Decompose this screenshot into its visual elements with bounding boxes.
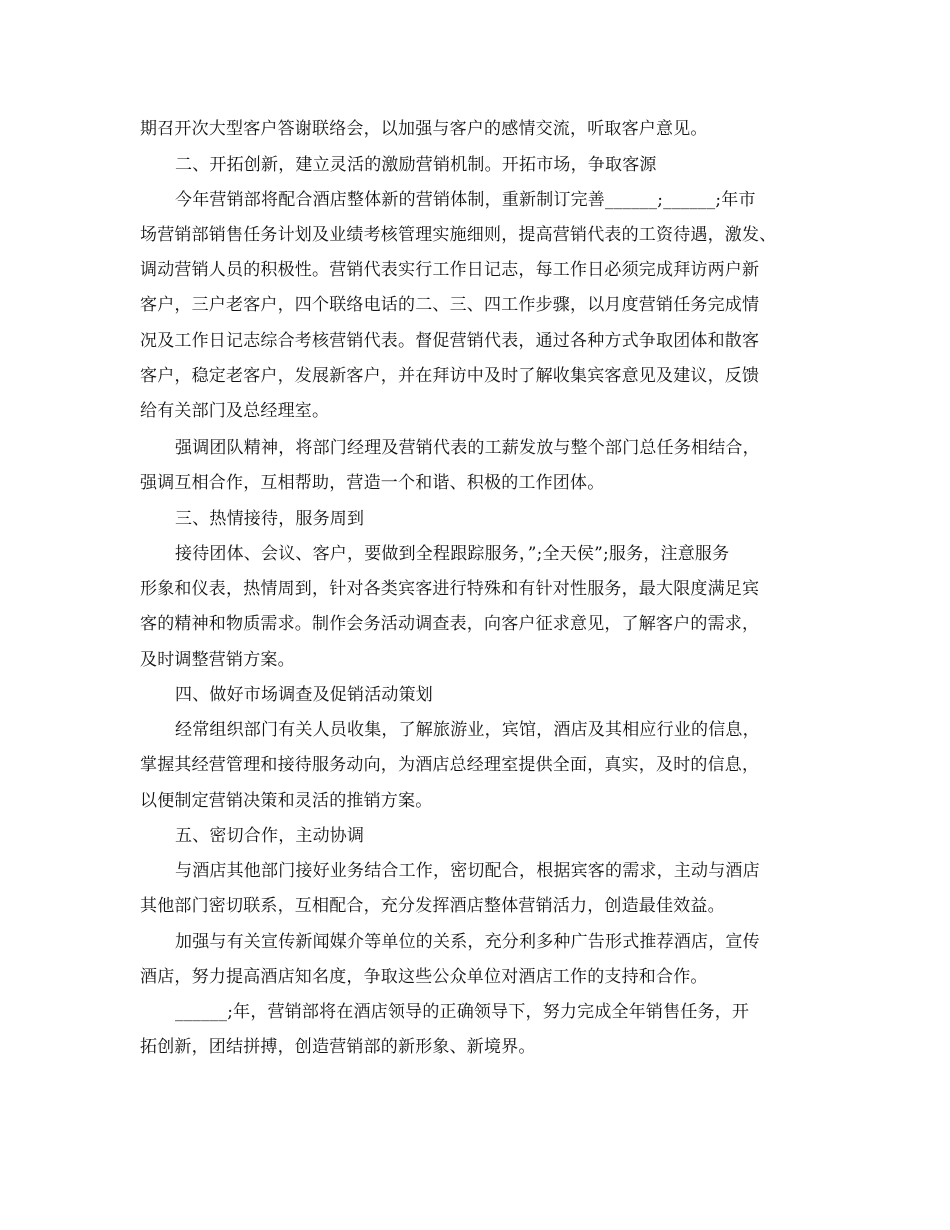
- text-line: 客的精神和物质需求。制作会务活动调查表，向客户征求意见，了解客户的需求，: [140, 614, 760, 634]
- text-line: 强调互相合作，互相帮助，营造一个和谐、积极的工作团体。: [140, 473, 605, 493]
- text-line: 拓创新，团结拼搏，创造营销部的新形象、新境界。: [140, 1037, 536, 1057]
- text-line: 其他部门密切联系，互相配合，充分发挥酒店整体营销活力，创造最佳效益。: [140, 896, 725, 916]
- section-heading: 四、做好市场调查及促销活动策划: [175, 685, 433, 705]
- text-line: 调动营销人员的积极性。营销代表实行工作日记志，每工作日必须完成拜访两户新: [140, 260, 760, 280]
- section-heading: 二、开拓创新，建立灵活的激励营销机制。开拓市场，争取客源: [175, 155, 657, 175]
- section-heading: 三、热情接待，服务周到: [175, 509, 365, 529]
- text-line: 以便制定营销决策和灵活的推销方案。: [140, 791, 433, 811]
- text-line: 给有关部门及总经理室。: [140, 401, 330, 421]
- section-heading: 五、密切合作，主动协调: [175, 826, 365, 846]
- text-line: 客户，稳定老客户，发展新客户，并在拜访中及时了解收集宾客意见及建议，反馈: [140, 366, 760, 386]
- text-line: 及时调整营销方案。: [140, 650, 295, 670]
- text-line: 经常组织部门有关人员收集，了解旅游业，宾馆，酒店及其相应行业的信息，: [175, 720, 760, 740]
- text-line: 况及工作日记志综合考核营销代表。督促营销代表，通过各种方式争取团体和散客: [140, 331, 760, 351]
- text-line: 形象和仪表，热情周到，针对各类宾客进行特殊和有针对性服务，最大限度满足宾: [140, 579, 760, 599]
- text-line: 酒店，努力提高酒店知名度，争取这些公众单位对酒店工作的支持和合作。: [140, 967, 708, 987]
- text-line: 强调团队精神，将部门经理及营销代表的工薪发放与整个部门总任务相结合，: [175, 438, 760, 458]
- text-line: 接待团体、会议、客户，要做到全程跟踪服务，”;全天侯”;服务，注意服务: [175, 544, 730, 564]
- text-line: 加强与有关宣传新闻媒介等单位的关系，充分利多种广告形式推荐酒店，宣传: [175, 932, 760, 952]
- text-line: 掌握其经营管理和接待服务动向，为酒店总经理室提供全面，真实，及时的信息，: [140, 755, 760, 775]
- text-line: 期召开次大型客户答谢联络会，以加强与客户的感情交流，听取客户意见。: [140, 119, 708, 139]
- text-line: 今年营销部将配合酒店整体新的营销体制，重新制订完善______;______;年市: [175, 190, 756, 210]
- text-line: 客户，三户老客户，四个联络电话的二、三、四工作步骤，以月度营销任务完成情: [140, 295, 760, 315]
- text-line: 场营销部销售任务计划及业绩考核管理实施细则，提高营销代表的工资待遇，激发、: [140, 225, 777, 245]
- text-line: 与酒店其他部门接好业务结合工作，密切配合，根据宾客的需求，主动与酒店: [175, 861, 760, 881]
- text-line: ______;年，营销部将在酒店领导的正确领导下，努力完成全年销售任务，开: [175, 1002, 750, 1022]
